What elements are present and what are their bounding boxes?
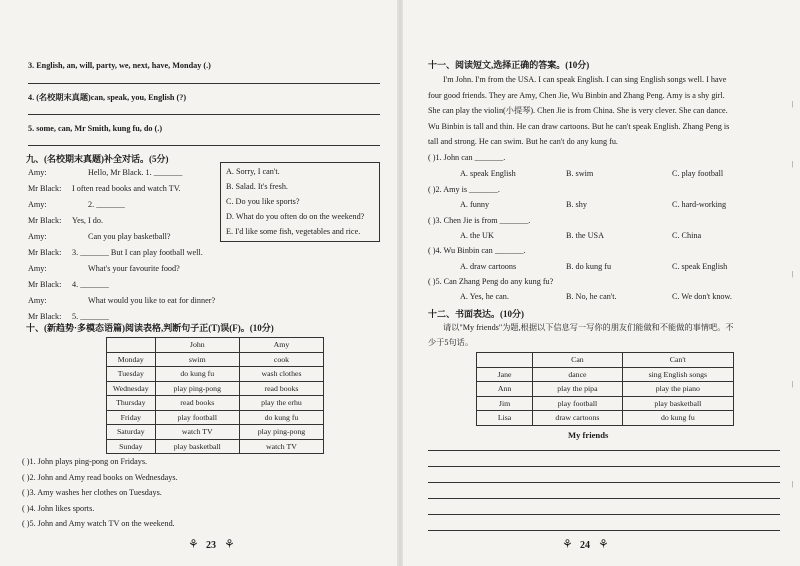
question-5: 5. some, can, Mr Smith, kung fu, do (.) (28, 124, 163, 133)
table-cell: Thursday (107, 396, 156, 411)
answer-line-4[interactable] (28, 114, 380, 115)
table-cell: Tuesday (107, 367, 156, 382)
speaker: Amy: (28, 168, 47, 177)
table-row (477, 367, 734, 382)
table-header-cell (477, 353, 533, 368)
dialogue-line: 4. _______ (72, 280, 109, 289)
speaker: Amy: (28, 200, 47, 209)
choice-c[interactable]: C. We don't know. (672, 292, 732, 301)
table-cell: Friday (107, 410, 156, 425)
table-cell: Jane (477, 367, 533, 382)
choice-a[interactable]: A. Yes, he can. (460, 292, 509, 301)
speaker: Amy: (28, 264, 47, 273)
table-cell: Lisa (477, 411, 533, 426)
table-cell: play the piano (622, 382, 733, 397)
table-cell: wash clothes (239, 367, 323, 382)
dialogue-line: I often read books and watch TV. (72, 184, 181, 193)
table-row (107, 410, 324, 425)
tree-ornament-icon: ⚘ (598, 537, 609, 551)
table-cell: watch TV (239, 439, 323, 454)
essay-title: My friends (568, 430, 609, 440)
table-cell: dance (533, 367, 623, 382)
table-cell: Sunday (107, 439, 156, 454)
choice-b[interactable]: B. the USA (566, 231, 604, 240)
option-c: C. Do you like sports? (226, 197, 300, 206)
table-header-cell (107, 338, 156, 353)
options-box (220, 162, 380, 242)
table-cell: read books (155, 396, 239, 411)
table-row (107, 381, 324, 396)
table-cell: play football (155, 410, 239, 425)
table-cell: cook (239, 352, 323, 367)
edge-mark: | (792, 100, 794, 108)
table-cell: do kung fu (622, 411, 733, 426)
edge-mark: | (792, 270, 794, 278)
answer-line-3[interactable] (28, 83, 380, 84)
table-cell: play ping-pong (239, 425, 323, 440)
dialogue-line: Hello, Mr Black. 1. _______ (88, 168, 183, 177)
speaker: Amy: (28, 296, 47, 305)
table-row (107, 367, 324, 382)
table-cell: Jim (477, 396, 533, 411)
page-24 (400, 0, 800, 566)
dialogue-line: 2. _______ (88, 200, 125, 209)
choice-b[interactable]: B. swim (566, 169, 594, 178)
option-a: A. Sorry, I can't. (226, 167, 280, 176)
choice-c[interactable]: C. speak English (672, 262, 728, 271)
table-cell: play the erhu (239, 396, 323, 411)
question-stem[interactable]: ( )1. John can _______. (428, 153, 506, 162)
writing-line[interactable] (428, 514, 780, 515)
passage-line: I'm John. I'm from the USA. I can speak English. I can sing English songs well. I have (443, 75, 727, 84)
answer-line-5[interactable] (28, 145, 380, 146)
choice-c[interactable]: C. hard-working (672, 200, 727, 209)
edge-mark: | (792, 160, 794, 168)
table-row (107, 396, 324, 411)
judge-item-5[interactable]: ( )5. John and Amy watch TV on the weekend. (22, 519, 175, 528)
choice-a[interactable]: A. funny (460, 200, 490, 209)
choice-b[interactable]: B. No, he can't. (566, 292, 617, 301)
table-row (107, 425, 324, 440)
judge-item-1[interactable]: ( )1. John plays ping-pong on Fridays. (22, 457, 148, 466)
option-e: E. I'd like some fish, vegetables and rice. (226, 227, 361, 236)
judge-item-3[interactable]: ( )3. Amy washes her clothes on Tuesdays. (22, 488, 162, 497)
choice-b[interactable]: B. do kung fu (566, 262, 612, 271)
dialogue-line: Yes, I do. (72, 216, 104, 225)
table-row (107, 439, 324, 454)
speaker: Mr Black: (28, 280, 62, 289)
choice-b[interactable]: B. shy (566, 200, 587, 209)
writing-instruction: 请以"My friends"为题,根据以下信息写一写你的朋友们能做和不能做的事情吧。不 (443, 323, 734, 332)
writing-line[interactable] (428, 482, 780, 483)
section-12-title: 十二、书面表达。(10分) (428, 309, 524, 319)
table-cell: play basketball (622, 396, 733, 411)
table-cell: play ping-pong (155, 381, 239, 396)
question-stem[interactable]: ( )4. Wu Binbin can _______. (428, 246, 526, 255)
writing-instruction: 少于5句话。 (428, 338, 474, 347)
question-stem[interactable]: ( )5. Can Zhang Peng do any kung fu? (428, 277, 554, 286)
choice-a[interactable]: A. draw cartoons (460, 262, 517, 271)
question-stem[interactable]: ( )3. Chen Jie is from _______. (428, 216, 531, 225)
question-stem[interactable]: ( )2. Amy is _______. (428, 185, 500, 194)
choice-a[interactable]: A. speak English (460, 169, 516, 178)
passage-line: tall and strong. He can swim. But he can't do any kung fu. (428, 137, 618, 146)
schedule-table (106, 337, 324, 454)
table-row (477, 411, 734, 426)
table-cell: play the pipa (533, 382, 623, 397)
writing-line[interactable] (428, 450, 780, 451)
dialogue-line: Can you play basketball? (88, 232, 171, 241)
table-header-cell: Amy (239, 338, 323, 353)
passage-line: four good friends. They are Amy, Chen Jie, Wu Binbin and Zhang Peng. Amy is a shy girl. (428, 91, 725, 100)
choice-c[interactable]: C. China (672, 231, 702, 240)
edge-mark: | (792, 380, 794, 388)
option-b: B. Salad. It's fresh. (226, 182, 288, 191)
writing-line[interactable] (428, 530, 780, 531)
dialogue-line: 5. _______ (72, 312, 109, 321)
speaker: Mr Black: (28, 216, 62, 225)
dialogue-line: 3. _______ But I can play football well. (72, 248, 203, 257)
table-cell: Ann (477, 382, 533, 397)
table-cell: swim (155, 352, 239, 367)
question-4: 4. (名校期末真题)can, speak, you, English (?) (28, 93, 187, 102)
speaker: Mr Black: (28, 184, 62, 193)
page-number: 24 (580, 540, 590, 551)
table-header-cell: Can (533, 353, 623, 368)
page-number: 23 (206, 540, 216, 551)
dialogue-line: What's your favourite food? (88, 264, 180, 273)
table-cell: do kung fu (155, 367, 239, 382)
table-cell: Monday (107, 352, 156, 367)
tree-ornament-icon: ⚘ (224, 537, 235, 551)
table-row (107, 352, 324, 367)
table-cell: read books (239, 381, 323, 396)
section-11-title: 十一、阅读短文,选择正确的答案。(10分) (428, 60, 590, 70)
table-cell: play basketball (155, 439, 239, 454)
table-cell: draw cartoons (533, 411, 623, 426)
table-header-cell: Can't (622, 353, 733, 368)
tree-ornament-icon: ⚘ (562, 537, 573, 551)
section-10-title: 十、(新趋势·多模态语篇)阅读表格,判断句子正(T)误(F)。(10分) (26, 323, 274, 333)
judge-item-2[interactable]: ( )2. John and Amy read books on Wednesdays. (22, 473, 178, 482)
table-cell: watch TV (155, 425, 239, 440)
question-3: 3. English, an, will, party, we, next, have, Monday (.) (28, 61, 211, 70)
table-cell: sing English songs (622, 367, 733, 382)
passage-line: Wu Binbin is tall and thin. He can draw cartoons. But he can't speak English. Zhang Peng is (428, 122, 730, 131)
judge-item-4[interactable]: ( )4. John likes sports. (22, 504, 95, 513)
passage-line: She can play the violin(小提琴). Chen Jie is from China. She is very clever. She can dance. (428, 106, 728, 115)
speaker: Mr Black: (28, 248, 62, 257)
abilities-table (476, 352, 734, 426)
table-cell: Wednesday (107, 381, 156, 396)
choice-a[interactable]: A. the UK (460, 231, 494, 240)
table-cell: Saturday (107, 425, 156, 440)
speaker: Amy: (28, 232, 47, 241)
choice-c[interactable]: C. play football (672, 169, 724, 178)
table-cell: do kung fu (239, 410, 323, 425)
dialogue-line: What would you like to eat for dinner? (88, 296, 216, 305)
table-cell: play football (533, 396, 623, 411)
table-header-cell: John (155, 338, 239, 353)
edge-mark: | (792, 480, 794, 488)
option-d: D. What do you often do on the weekend? (226, 212, 365, 221)
writing-line[interactable] (428, 498, 780, 499)
tree-ornament-icon: ⚘ (188, 537, 199, 551)
section-9-title: 九、(名校期末真题)补全对话。(5分) (26, 154, 169, 164)
speaker: Mr Black: (28, 312, 62, 321)
writing-line[interactable] (428, 466, 780, 467)
table-row (477, 382, 734, 397)
table-row (477, 396, 734, 411)
